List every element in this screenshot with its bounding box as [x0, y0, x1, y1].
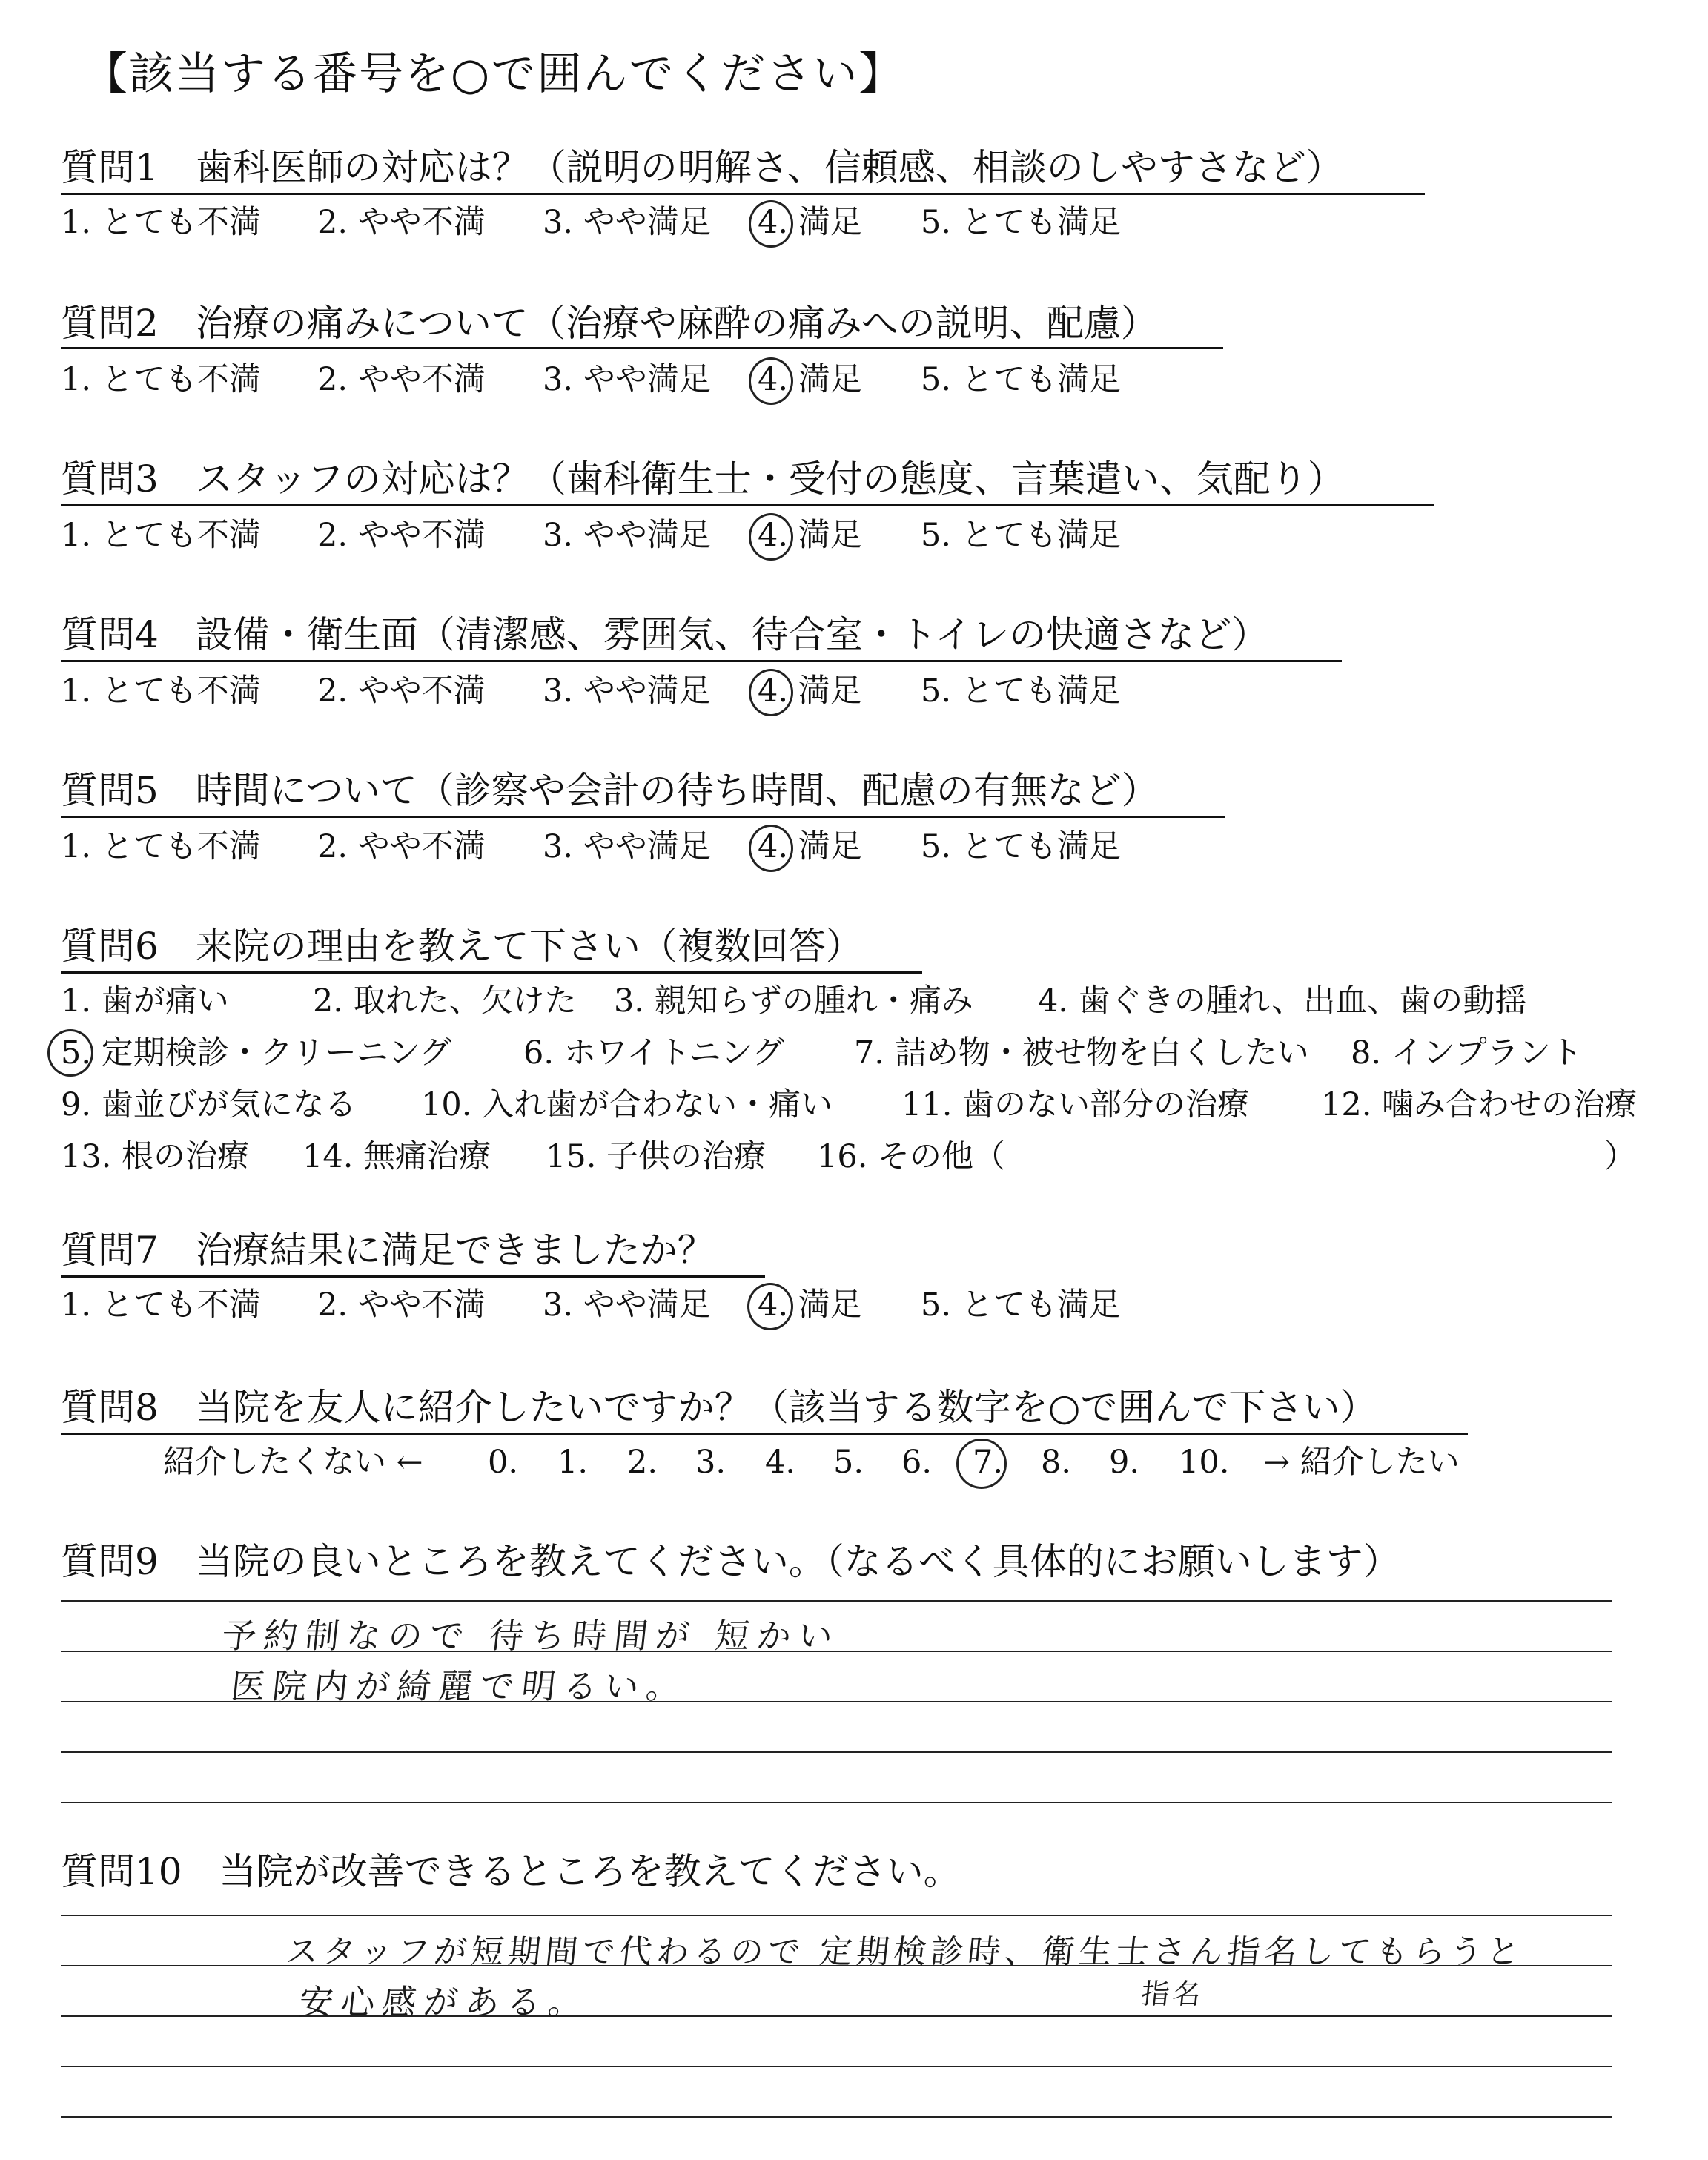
question-1-underline [61, 193, 1425, 195]
question-6-options [61, 982, 1677, 1197]
q1-option-4[interactable]: 4. 満足 [758, 204, 862, 241]
question-3-title: 質問3 スタッフの対応は？（歯科衛生士・受付の態度、言葉遣い、気配り） [61, 458, 1345, 501]
q9-writing-line-1 [61, 1600, 1612, 1602]
q8-scale-8[interactable]: 8. [1041, 1444, 1072, 1481]
question-4-options [61, 672, 1247, 713]
question-7-title: 質問7 治療結果に満足できましたか？ [61, 1229, 715, 1272]
question-9-title: 質問9 当院の良いところを教えてください。（なるべく具体的にお願いします） [61, 1540, 1400, 1583]
question-8-underline [61, 1433, 1468, 1435]
q8-scale-9[interactable]: 9. [1109, 1444, 1140, 1481]
q8-scale-7[interactable]: 7. [973, 1444, 1004, 1481]
q6-option-2[interactable]: 2. 取れた、欠けた [313, 982, 577, 1020]
question-1-options [61, 203, 1247, 245]
q6-option-8[interactable]: 8. インプラント [1351, 1034, 1583, 1071]
q10-writing-line-5 [61, 2116, 1612, 2118]
q6-option-16-other[interactable]: 16. その他（ [817, 1138, 1006, 1175]
question-4-underline [61, 660, 1342, 662]
q8-selection-circle [956, 1439, 1007, 1489]
q10-writing-line-4 [61, 2066, 1612, 2067]
question-7-options [61, 1286, 1247, 1327]
question-6-underline [61, 971, 922, 974]
question-4-title: 質問4 設備・衛生面（清潔感、雰囲気、待合室・トイレの快適さなど） [61, 613, 1269, 656]
q6-option-3[interactable]: 3. 親知らずの腫れ・痛み [614, 982, 973, 1020]
q2-selection-circle [749, 357, 793, 405]
q6-option-10[interactable]: 10. 入れ歯が合わない・痛い [421, 1086, 833, 1123]
q9-answer-line-2: 医院内が綺麗で明るい。 [228, 1666, 690, 1706]
q1-option-1[interactable]: 1. とても不満 [61, 204, 261, 241]
q8-scale-0[interactable]: 0. [488, 1444, 519, 1481]
q3-option-3[interactable]: 3. やや満足 [543, 517, 711, 554]
q8-scale-10[interactable]: 10. [1179, 1444, 1230, 1481]
q8-scale-6[interactable]: 6. [901, 1444, 933, 1481]
q6-other-close-paren: ） [1604, 1138, 1636, 1175]
q1-selection-circle [749, 200, 793, 248]
q7-option-2[interactable]: 2. やや不満 [317, 1287, 486, 1324]
q2-option-5[interactable]: 5. とても満足 [921, 361, 1121, 398]
q6-option-15[interactable]: 15. 子供の治療 [546, 1138, 767, 1175]
q3-option-5[interactable]: 5. とても満足 [921, 517, 1121, 554]
q2-option-3[interactable]: 3. やや満足 [543, 361, 711, 398]
q3-option-1[interactable]: 1. とても不満 [61, 517, 261, 554]
q8-left-label: 紹介したくない ← [163, 1444, 423, 1481]
q6-option-9[interactable]: 9. 歯並びが気になる [61, 1086, 357, 1123]
q4-option-3[interactable]: 3. やや満足 [543, 673, 711, 710]
q6-option-6[interactable]: 6. ホワイトニング [523, 1034, 784, 1071]
q1-option-5[interactable]: 5. とても満足 [921, 204, 1121, 241]
q4-option-2[interactable]: 2. やや不満 [317, 673, 486, 710]
q2-option-4[interactable]: 4. 満足 [758, 361, 862, 398]
q8-scale-5[interactable]: 5. [833, 1444, 864, 1481]
q6-option-7[interactable]: 7. 詰め物・被せ物を白くしたい [854, 1034, 1309, 1071]
question-2-title: 質問2 治療の痛みについて（治療や麻酔の痛みへの説明、配慮） [61, 302, 1158, 345]
q3-selection-circle [749, 513, 793, 561]
q3-option-2[interactable]: 2. やや不満 [317, 517, 486, 554]
q10-answer-line-1: スタッフが短期間で代わるので 定期検診時、衛生士さん指名してもらうと [283, 1933, 1526, 1971]
q6-option-4[interactable]: 4. 歯ぐきの腫れ、出血、歯の動揺 [1038, 982, 1527, 1020]
q5-option-2[interactable]: 2. やや不満 [317, 828, 486, 865]
question-5-title: 質問5 時間について（診察や会計の待ち時間、配慮の有無など） [61, 769, 1159, 812]
q10-writing-line-3 [61, 2015, 1612, 2017]
q6-option-14[interactable]: 14. 無痛治療 [302, 1138, 491, 1175]
q4-option-5[interactable]: 5. とても満足 [921, 673, 1121, 710]
question-5-options [61, 828, 1247, 869]
question-2-options [61, 360, 1247, 402]
q10-answer-line-2: 安心感がある。 [297, 1982, 592, 2022]
question-3-options [61, 516, 1247, 558]
q8-scale-3[interactable]: 3. [695, 1444, 726, 1481]
question-5-underline [61, 816, 1225, 818]
page-title: 【該当する番号を○で囲んでください】 [83, 48, 905, 100]
question-8-title: 質問8 当院を友人に紹介したいですか？（該当する数字を○で囲んで下さい） [61, 1386, 1377, 1429]
q6-option-12[interactable]: 12. 噛み合わせの治療 [1321, 1086, 1638, 1123]
question-10-title: 質問10 当院が改善できるところを教えてください。 [61, 1850, 961, 1893]
q8-right-label: → 紹介したい [1263, 1444, 1460, 1481]
q1-option-2[interactable]: 2. やや不満 [317, 204, 486, 241]
q7-option-3[interactable]: 3. やや満足 [543, 1287, 711, 1324]
q6-option-1[interactable]: 1. 歯が痛い [61, 982, 229, 1020]
q4-selection-circle [749, 669, 793, 716]
q5-option-5[interactable]: 5. とても満足 [921, 828, 1121, 865]
q7-selection-circle [747, 1283, 793, 1330]
q10-writing-line-1 [61, 1915, 1612, 1916]
q5-option-4[interactable]: 4. 満足 [758, 828, 862, 865]
q6-selection-circle [47, 1029, 93, 1077]
q8-scale-1[interactable]: 1. [557, 1444, 589, 1481]
q1-option-3[interactable]: 3. やや満足 [543, 204, 711, 241]
q5-selection-circle [749, 825, 793, 872]
q6-option-13[interactable]: 13. 根の治療 [61, 1138, 250, 1175]
q2-option-1[interactable]: 1. とても不満 [61, 361, 261, 398]
q7-option-4[interactable]: 4. 満足 [758, 1287, 862, 1324]
q2-option-2[interactable]: 2. やや不満 [317, 361, 486, 398]
q5-option-1[interactable]: 1. とても不満 [61, 828, 261, 865]
q8-scale-4[interactable]: 4. [765, 1444, 796, 1481]
question-6-title: 質問6 来院の理由を教えて下さい（複数回答） [61, 925, 863, 968]
q9-answer-line-1: 予約制なので 待ち時間が 短かい [219, 1616, 842, 1656]
q4-option-1[interactable]: 1. とても不満 [61, 673, 261, 710]
q7-option-5[interactable]: 5. とても満足 [921, 1287, 1121, 1324]
q6-option-5[interactable]: 5. 定期検診・クリーニング [61, 1034, 451, 1071]
q7-option-1[interactable]: 1. とても不満 [61, 1287, 261, 1324]
question-2-underline [61, 347, 1223, 349]
question-7-underline [61, 1275, 765, 1278]
question-3-underline [61, 504, 1434, 506]
q4-option-4[interactable]: 4. 満足 [758, 673, 862, 710]
q9-writing-line-5 [61, 1802, 1612, 1803]
q9-writing-line-4 [61, 1751, 1612, 1753]
q10-insertion-note: 指名 [1139, 1978, 1205, 2010]
q8-scale-2[interactable]: 2. [627, 1444, 658, 1481]
q6-option-11[interactable]: 11. 歯のない部分の治療 [901, 1086, 1250, 1123]
question-8-scale [0, 1443, 1708, 1487]
question-1-title: 質問1 歯科医師の対応は？（説明の明解さ、信頼感、相談のしやすさなど） [61, 146, 1343, 189]
q5-option-3[interactable]: 3. やや満足 [543, 828, 711, 865]
q3-option-4[interactable]: 4. 満足 [758, 517, 862, 554]
